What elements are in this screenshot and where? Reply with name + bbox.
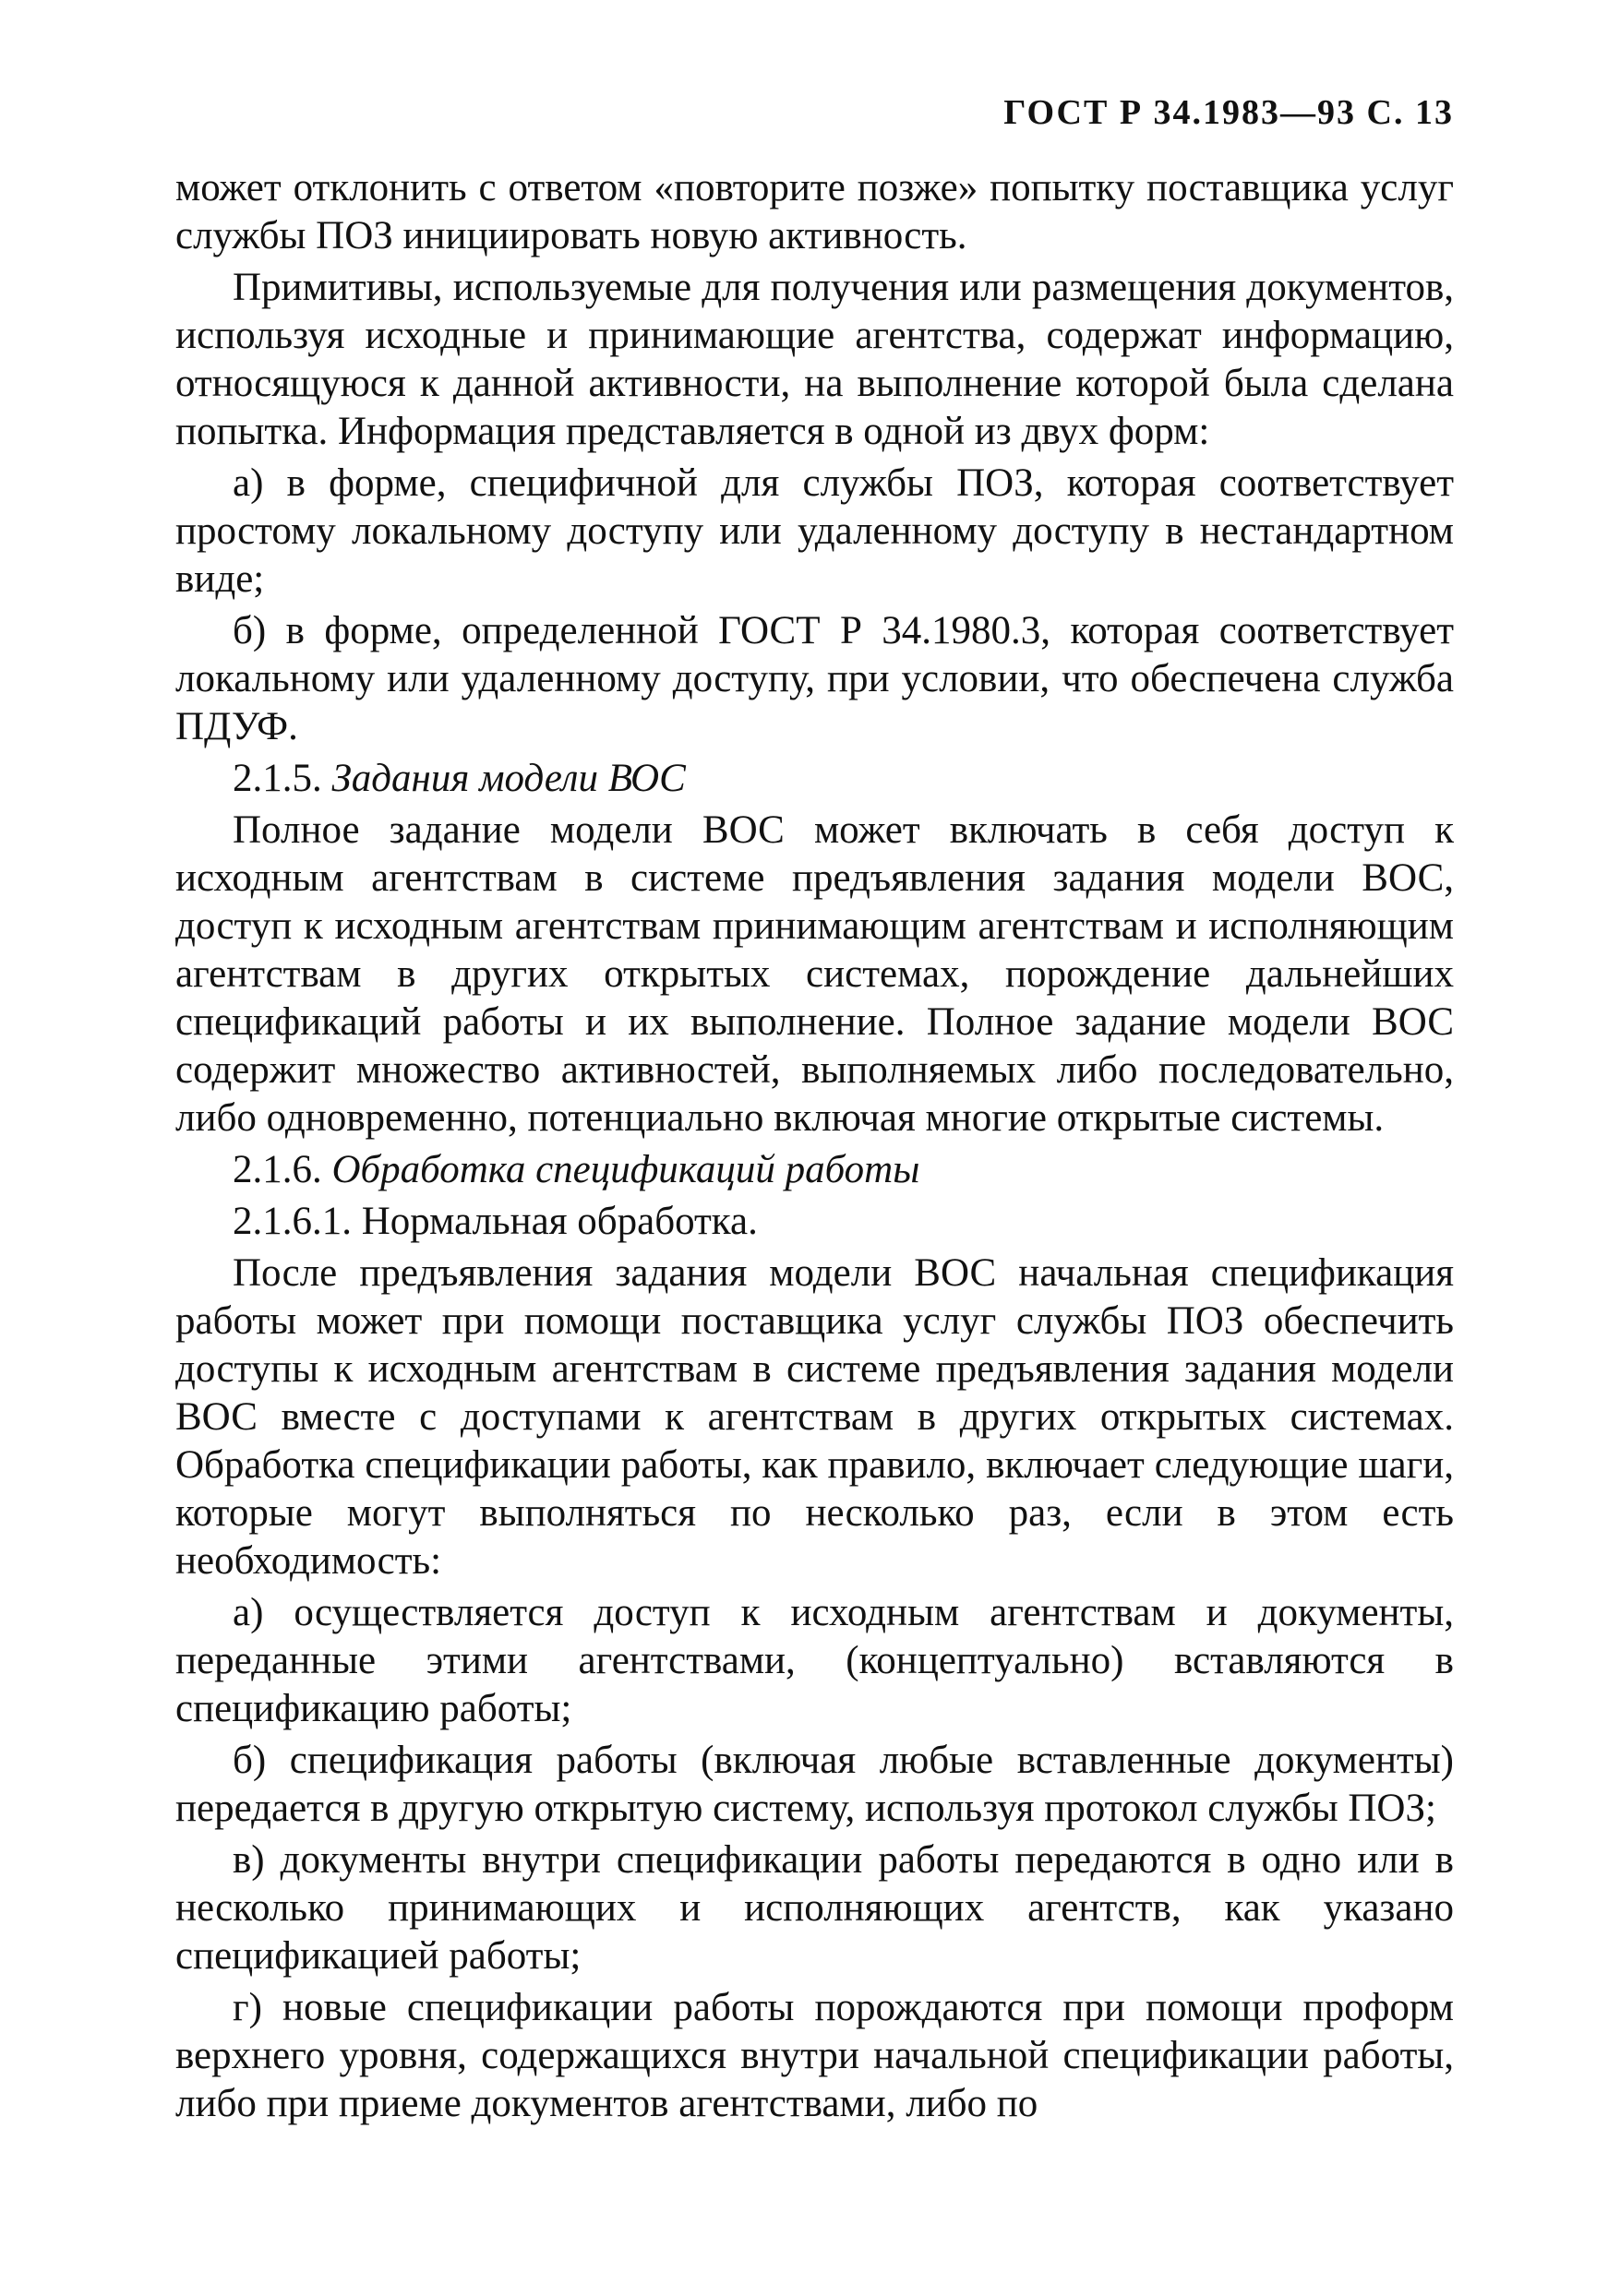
- section-heading-2-1-6: [175, 1146, 1454, 1194]
- section-title: Задания модели ВОС: [331, 757, 686, 800]
- list-item: г) новые спецификации работы порождаются при помощи проформ верхнего уровня, содержащихся внутри начальной спецификации работы, либо при приеме документов агентствами, либо по: [175, 1986, 1454, 2125]
- paragraph-continuation: может отклонить с ответом «повторите позже» попытку поставщика услуг службы ПОЗ инициировать новую активность.: [175, 166, 1454, 257]
- section-heading-2-1-5: [175, 755, 1454, 803]
- paragraph-primitives: Примитивы, используемые для получения или размещения документов, используя исходные и принимающие агентства, содержат информацию, относящуюся к данной активности, на выполнение которой была сделана попытка. Информация представляется в одной из двух форм:: [175, 266, 1454, 453]
- list-item: б) спецификация работы (включая любые вставленные документы) передается в другую открытую систему, используя протокол службы ПОЗ;: [175, 1739, 1454, 1830]
- list-item-a-form: а) в форме, специфичной для службы ПОЗ, которая соответствует простому локальному доступу или удаленному доступу в нестандартном виде;: [175, 461, 1454, 601]
- list-item-b-form: б) в форме, определенной ГОСТ Р 34.1980.3, которая соответствует локальному или удаленному доступу, при условии, что обеспечена служба ПДУФ.: [175, 609, 1454, 748]
- section-number: 2.1.6.1.: [233, 1200, 352, 1243]
- document-page: [175, 92, 1454, 2132]
- section-2-1-6-1-text: После предъявления задания модели ВОС начальная спецификация работы может при помощи поставщика услуг службы ПОЗ обеспечить доступы к исходным агентствам в системе предъявления задания модели ВОС вместе с доступами к агентствам в других открытых системах. Обработка спецификации работы, как правило, включает следующие шаги, которые могут выполняться по несколько раз, если в этом есть необходимость:: [175, 1251, 1454, 1583]
- section-number: 2.1.6.: [233, 1148, 322, 1191]
- section-title: Обработка спецификаций работы: [331, 1148, 920, 1191]
- list-item: а) осуществляется доступ к исходным агентствам и документы, переданные этими агентствами, (концептуально) вставляются в спецификацию работы;: [175, 1591, 1454, 1730]
- section-heading-2-1-6-1: [175, 1198, 1454, 1246]
- section-2-1-5-text: Полное задание модели ВОС может включать в себя доступ к исходным агентствам в системе предъявления задания модели ВОС, доступ к исходным агентствам принимающим агентствам и исполняющим агентствам в других открытых системах, порождение дальнейших спецификаций работы и их выполнение. Полное задание модели ВОС содержит множество активностей, выполняемых либо последовательно, либо одновременно, потенциально включая многие открытые системы.: [175, 808, 1454, 1140]
- page-header: ГОСТ Р 34.1983—93 С. 13: [1003, 93, 1454, 132]
- list-item: в) документы внутри спецификации работы передаются в одно или в несколько принимающих и исполняющих агентств, как указано спецификацией работы;: [175, 1838, 1454, 1978]
- section-title: Нормальная обработка.: [361, 1200, 758, 1243]
- section-number: 2.1.5.: [233, 757, 322, 800]
